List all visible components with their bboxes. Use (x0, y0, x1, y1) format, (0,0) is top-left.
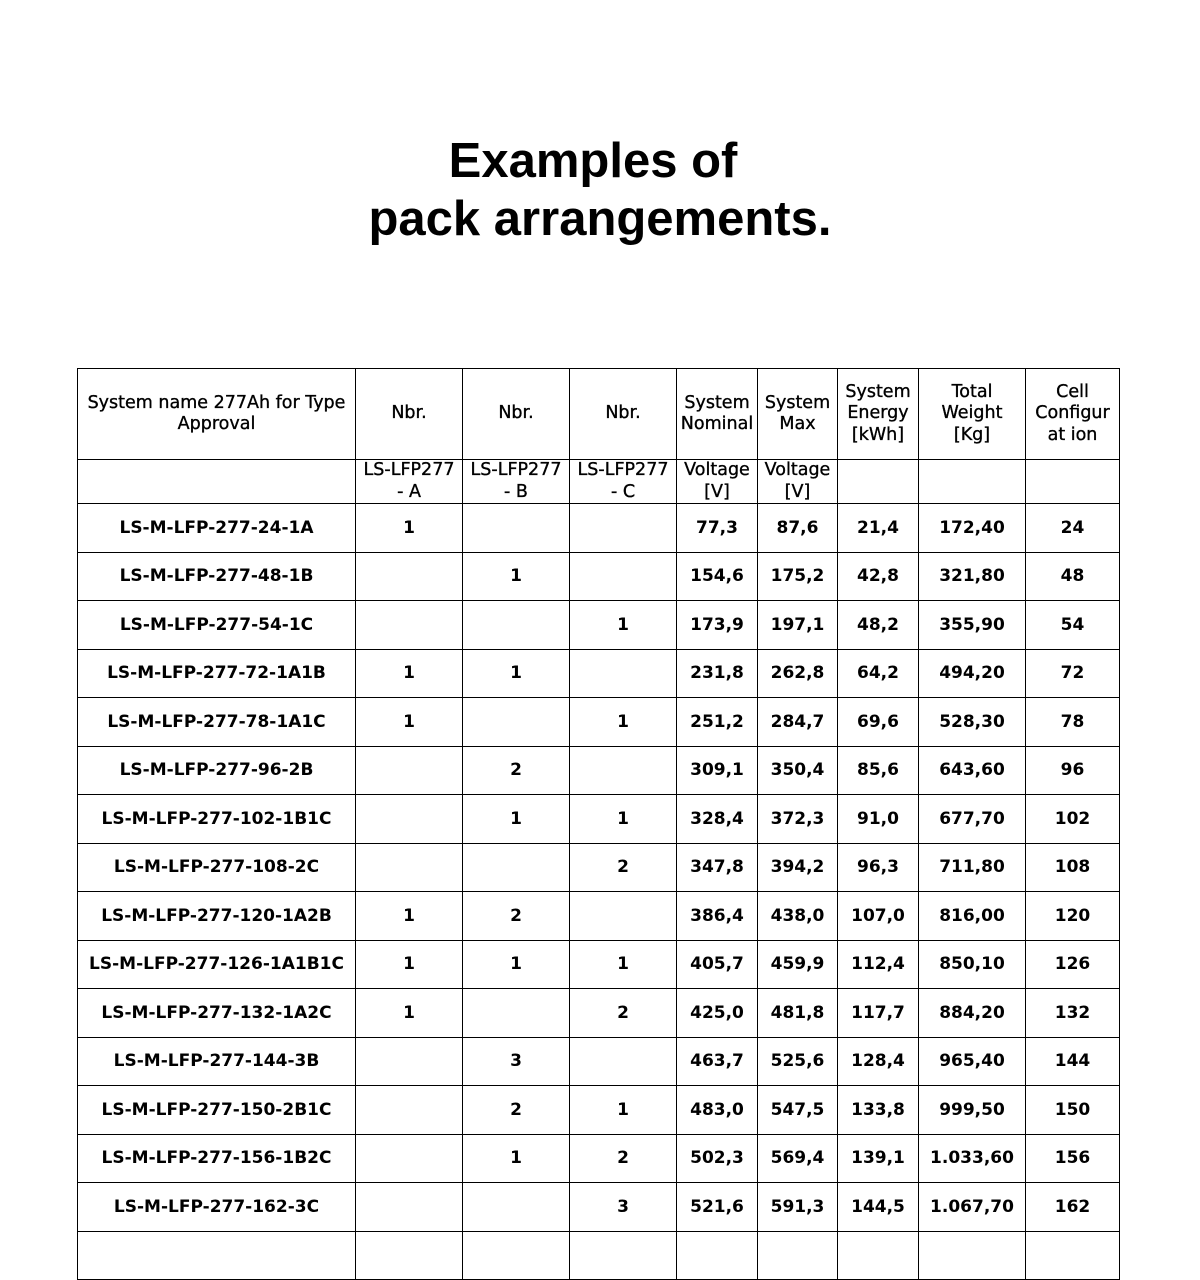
cell-nominal-voltage: 309,1 (677, 746, 758, 795)
cell-max-voltage: 547,5 (758, 1086, 838, 1135)
cell-nominal-voltage: 386,4 (677, 892, 758, 941)
cell-system-name: LS-M-LFP-277-48-1B (78, 552, 356, 601)
cell-nbr-c: 2 (570, 843, 677, 892)
cell-nominal-voltage: 425,0 (677, 989, 758, 1038)
subheader-module-b: LS-LFP277 - B (463, 460, 570, 504)
cell-max-voltage: 569,4 (758, 1134, 838, 1183)
cell-max-voltage: 591,3 (758, 1183, 838, 1232)
cell-nominal-voltage: 405,7 (677, 940, 758, 989)
table-row (78, 1037, 1120, 1086)
cell-system-name: LS-M-LFP-277-144-3B (78, 1037, 356, 1086)
cell-configuration: 156 (1026, 1134, 1120, 1183)
cell-nbr-c (570, 1037, 677, 1086)
cell-nominal-voltage: 154,6 (677, 552, 758, 601)
cell-nominal-voltage (677, 1231, 758, 1280)
cell-nbr-b: 1 (463, 940, 570, 989)
table-body (78, 369, 1120, 1280)
cell-energy: 112,4 (838, 940, 919, 989)
table-row (78, 552, 1120, 601)
cell-nbr-b: 1 (463, 649, 570, 698)
cell-nbr-b (463, 698, 570, 747)
cell-max-voltage: 262,8 (758, 649, 838, 698)
header-cell-configuration: Cell Configur at ion (1026, 369, 1120, 460)
cell-nominal-voltage: 328,4 (677, 795, 758, 844)
cell-nbr-a: 1 (356, 989, 463, 1038)
cell-configuration: 108 (1026, 843, 1120, 892)
subheader-max-unit: Voltage [V] (758, 460, 838, 504)
cell-system-name: LS-M-LFP-277-102-1B1C (78, 795, 356, 844)
cell-nbr-b: 2 (463, 1086, 570, 1135)
cell-weight: 850,10 (919, 940, 1026, 989)
cell-energy: 91,0 (838, 795, 919, 844)
cell-energy: 144,5 (838, 1183, 919, 1232)
cell-max-voltage: 284,7 (758, 698, 838, 747)
cell-nbr-c: 1 (570, 940, 677, 989)
cell-nbr-c (570, 649, 677, 698)
cell-weight: 321,80 (919, 552, 1026, 601)
cell-nbr-c (570, 892, 677, 941)
cell-weight: 711,80 (919, 843, 1026, 892)
cell-nbr-a (356, 1086, 463, 1135)
cell-nbr-b: 3 (463, 1037, 570, 1086)
cell-system-name: LS-M-LFP-277-54-1C (78, 601, 356, 650)
cell-nbr-a (356, 746, 463, 795)
cell-configuration: 72 (1026, 649, 1120, 698)
cell-configuration: 96 (1026, 746, 1120, 795)
cell-nbr-c (570, 1231, 677, 1280)
header-nbr-a: Nbr. (356, 369, 463, 460)
cell-nbr-a (356, 795, 463, 844)
cell-configuration (1026, 1231, 1120, 1280)
subheader-system-name (78, 460, 356, 504)
page-title-line-1: Examples of (448, 134, 738, 188)
cell-weight: 172,40 (919, 504, 1026, 553)
cell-energy: 139,1 (838, 1134, 919, 1183)
cell-configuration: 102 (1026, 795, 1120, 844)
cell-max-voltage: 175,2 (758, 552, 838, 601)
cell-energy: 21,4 (838, 504, 919, 553)
cell-energy: 48,2 (838, 601, 919, 650)
table-row (78, 1183, 1120, 1232)
pack-arrangements-table (77, 368, 1120, 1280)
cell-max-voltage: 481,8 (758, 989, 838, 1038)
cell-configuration: 132 (1026, 989, 1120, 1038)
cell-system-name: LS-M-LFP-277-72-1A1B (78, 649, 356, 698)
cell-nbr-a (356, 843, 463, 892)
header-system-max: System Max (758, 369, 838, 460)
cell-max-voltage: 525,6 (758, 1037, 838, 1086)
subheader-row (78, 460, 1120, 504)
cell-nbr-b (463, 601, 570, 650)
header-system-energy: System Energy [kWh] (838, 369, 919, 460)
cell-configuration: 162 (1026, 1183, 1120, 1232)
cell-weight: 677,70 (919, 795, 1026, 844)
cell-weight: 1.033,60 (919, 1134, 1026, 1183)
cell-configuration: 126 (1026, 940, 1120, 989)
header-nbr-c: Nbr. (570, 369, 677, 460)
cell-max-voltage: 394,2 (758, 843, 838, 892)
subheader-weight-unit (919, 460, 1026, 504)
subheader-cells-unit (1026, 460, 1120, 504)
cell-nbr-b (463, 843, 570, 892)
cell-nbr-a: 1 (356, 504, 463, 553)
table-row (78, 649, 1120, 698)
cell-energy: 85,6 (838, 746, 919, 795)
cell-nbr-b (463, 1231, 570, 1280)
cell-system-name: LS-M-LFP-277-156-1B2C (78, 1134, 356, 1183)
cell-system-name: LS-M-LFP-277-108-2C (78, 843, 356, 892)
cell-nominal-voltage: 521,6 (677, 1183, 758, 1232)
cell-nbr-b: 1 (463, 1134, 570, 1183)
table-row (78, 1086, 1120, 1135)
cell-nbr-c: 3 (570, 1183, 677, 1232)
cell-nbr-c (570, 552, 677, 601)
cell-nbr-c: 1 (570, 698, 677, 747)
cell-nbr-c: 2 (570, 1134, 677, 1183)
cell-nbr-c (570, 504, 677, 553)
table-row (78, 698, 1120, 747)
cell-weight (919, 1231, 1026, 1280)
cell-weight: 494,20 (919, 649, 1026, 698)
cell-nbr-b (463, 504, 570, 553)
cell-nbr-a (356, 1231, 463, 1280)
cell-configuration: 150 (1026, 1086, 1120, 1135)
cell-nominal-voltage: 502,3 (677, 1134, 758, 1183)
cell-configuration: 120 (1026, 892, 1120, 941)
cell-nbr-a (356, 1183, 463, 1232)
cell-system-name: LS-M-LFP-277-150-2B1C (78, 1086, 356, 1135)
cell-nbr-a: 1 (356, 892, 463, 941)
cell-weight: 1.067,70 (919, 1183, 1026, 1232)
cell-system-name: LS-M-LFP-277-120-1A2B (78, 892, 356, 941)
cell-weight: 643,60 (919, 746, 1026, 795)
cell-max-voltage (758, 1231, 838, 1280)
table-row (78, 746, 1120, 795)
cell-energy: 69,6 (838, 698, 919, 747)
cell-energy: 133,8 (838, 1086, 919, 1135)
table-row (78, 601, 1120, 650)
cell-max-voltage: 438,0 (758, 892, 838, 941)
cell-system-name: LS-M-LFP-277-24-1A (78, 504, 356, 553)
cell-energy: 42,8 (838, 552, 919, 601)
cell-nbr-a: 1 (356, 940, 463, 989)
cell-nominal-voltage: 251,2 (677, 698, 758, 747)
table-row (78, 989, 1120, 1038)
cell-nbr-b (463, 989, 570, 1038)
header-system-nominal: System Nominal (677, 369, 758, 460)
page-title (0, 132, 1200, 248)
cell-energy (838, 1231, 919, 1280)
cell-system-name: LS-M-LFP-277-126-1A1B1C (78, 940, 356, 989)
cell-nbr-c: 1 (570, 795, 677, 844)
cell-max-voltage: 459,9 (758, 940, 838, 989)
header-nbr-b: Nbr. (463, 369, 570, 460)
cell-nominal-voltage: 483,0 (677, 1086, 758, 1135)
cell-configuration: 48 (1026, 552, 1120, 601)
cell-weight: 816,00 (919, 892, 1026, 941)
cell-energy: 107,0 (838, 892, 919, 941)
cell-max-voltage: 350,4 (758, 746, 838, 795)
cell-configuration: 78 (1026, 698, 1120, 747)
cell-nominal-voltage: 347,8 (677, 843, 758, 892)
header-row (78, 369, 1120, 460)
cell-system-name (78, 1231, 356, 1280)
cell-max-voltage: 87,6 (758, 504, 838, 553)
header-system-name: System name 277Ah for Type Approval (78, 369, 356, 460)
cell-weight: 884,20 (919, 989, 1026, 1038)
cell-nominal-voltage: 77,3 (677, 504, 758, 553)
page-title-line-2: pack arrangements. (368, 192, 832, 246)
cell-nbr-c: 2 (570, 989, 677, 1038)
table-row (78, 843, 1120, 892)
subheader-module-a: LS-LFP277 - A (356, 460, 463, 504)
cell-nominal-voltage: 463,7 (677, 1037, 758, 1086)
subheader-module-c: LS-LFP277 - C (570, 460, 677, 504)
cell-system-name: LS-M-LFP-277-132-1A2C (78, 989, 356, 1038)
cell-nbr-b: 1 (463, 795, 570, 844)
cell-max-voltage: 197,1 (758, 601, 838, 650)
cell-weight: 999,50 (919, 1086, 1026, 1135)
table-row (78, 892, 1120, 941)
cell-configuration: 54 (1026, 601, 1120, 650)
header-total-weight: Total Weight [Kg] (919, 369, 1026, 460)
cell-nbr-a: 1 (356, 649, 463, 698)
cell-nbr-a: 1 (356, 698, 463, 747)
cell-nbr-b: 1 (463, 552, 570, 601)
cell-system-name: LS-M-LFP-277-78-1A1C (78, 698, 356, 747)
cell-energy: 96,3 (838, 843, 919, 892)
cell-energy: 64,2 (838, 649, 919, 698)
cell-energy: 128,4 (838, 1037, 919, 1086)
cell-nbr-a (356, 1037, 463, 1086)
cell-nominal-voltage: 231,8 (677, 649, 758, 698)
table-row (78, 795, 1120, 844)
cell-nbr-a (356, 601, 463, 650)
table-row (78, 940, 1120, 989)
cell-configuration: 144 (1026, 1037, 1120, 1086)
table-row (78, 1134, 1120, 1183)
subheader-nominal-unit: Voltage [V] (677, 460, 758, 504)
cell-weight: 355,90 (919, 601, 1026, 650)
cell-system-name: LS-M-LFP-277-162-3C (78, 1183, 356, 1232)
cell-nominal-voltage: 173,9 (677, 601, 758, 650)
cell-nbr-b: 2 (463, 746, 570, 795)
cell-max-voltage: 372,3 (758, 795, 838, 844)
cell-nbr-b: 2 (463, 892, 570, 941)
cell-nbr-a (356, 1134, 463, 1183)
cell-configuration: 24 (1026, 504, 1120, 553)
cell-system-name: LS-M-LFP-277-96-2B (78, 746, 356, 795)
cell-energy: 117,7 (838, 989, 919, 1038)
cell-weight: 965,40 (919, 1037, 1026, 1086)
cell-nbr-c: 1 (570, 601, 677, 650)
table-row (78, 1231, 1120, 1280)
cell-weight: 528,30 (919, 698, 1026, 747)
subheader-energy-unit (838, 460, 919, 504)
cell-nbr-c (570, 746, 677, 795)
cell-nbr-b (463, 1183, 570, 1232)
cell-nbr-a (356, 552, 463, 601)
cell-nbr-c: 1 (570, 1086, 677, 1135)
table-row (78, 504, 1120, 553)
